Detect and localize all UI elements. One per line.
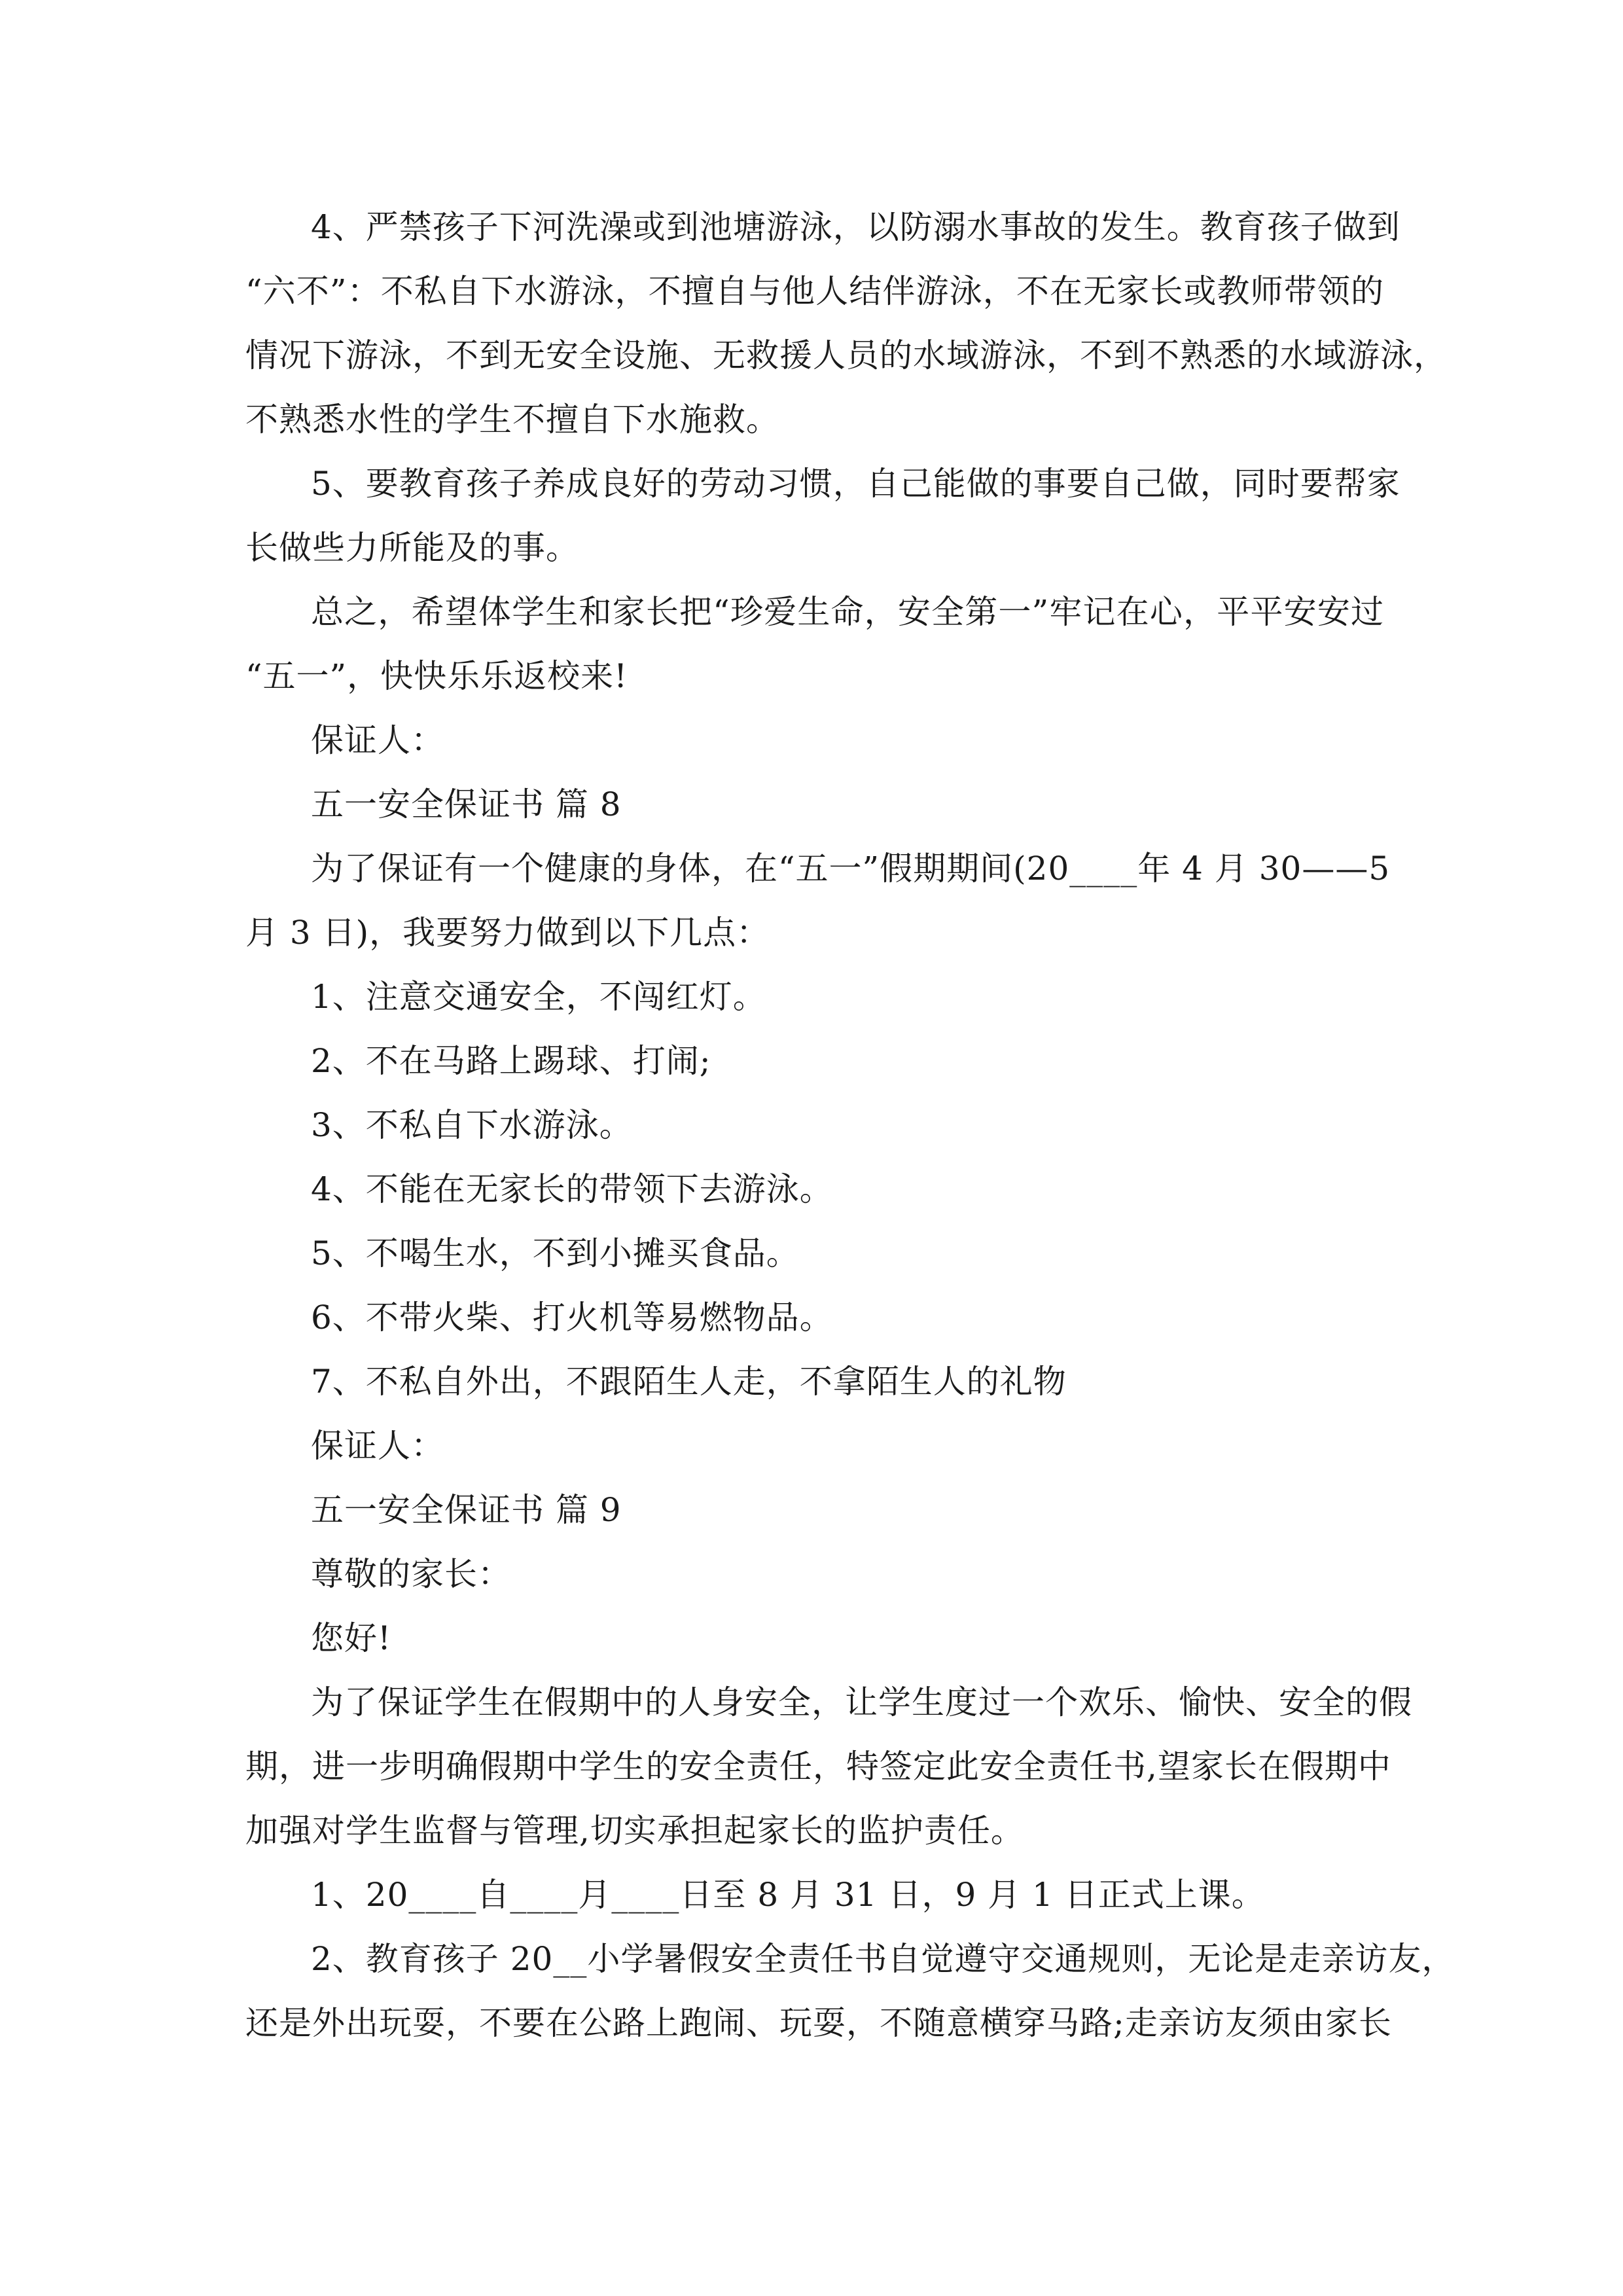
text-line: 1、注意交通安全，不闯红灯。 [311,978,766,1016]
text-line: 五一安全保证书 篇 8 [311,785,622,823]
text-line: 五一安全保证书 篇 9 [311,1491,622,1529]
document-body [245,195,1455,2055]
text-line: 5、要教育孩子养成良好的劳动习惯，自己能做的事要自己做，同时要帮家 [311,465,1400,503]
text-line: 4、不能在无家长的带领下去游泳。 [311,1170,833,1208]
text-line: 保证人： [311,1427,444,1465]
text-line: 长做些力所能及的事。 [245,529,579,567]
text-line: 5、不喝生水，不到小摊买食品。 [311,1234,800,1272]
text-line: 月 3 日)，我要努力做到以下几点： [245,914,770,952]
text-line: 为了保证学生在假期中的人身安全，让学生度过一个欢乐、愉快、安全的假 [311,1683,1412,1721]
text-line: “六不”：不私自下水游泳，不擅自与他人结伴游泳，不在无家长或教师带领的 [245,272,1384,310]
text-line: 7、不私自外出，不跟陌生人走，不拿陌生人的礼物 [311,1363,1067,1401]
text-line: 不熟悉水性的学生不擅自下水施救。 [245,401,779,439]
text-line: 总之，希望体学生和家长把“珍爱生命，安全第一”牢记在心，平平安安过 [311,593,1384,631]
text-line: 情况下游泳，不到无安全设施、无救援人员的水域游泳，不到不熟悉的水域游泳， [245,336,1447,374]
text-line: 为了保证有一个健康的身体，在“五一”假期期间(20____年 4 月 30——5 [311,850,1391,888]
text-line: 还是外出玩耍，不要在公路上跑闹、玩耍，不随意横穿马路;走亲访友须由家长 [245,2004,1392,2042]
text-line: 期，进一步明确假期中学生的安全责任，特签定此安全责任书,望家长在假期中 [245,1748,1391,1785]
text-line: 1、20____自____月____日至 8 月 31 日，9 月 1 日正式上课。 [311,1876,1265,1914]
text-line: 3、不私自下水游泳。 [311,1106,633,1144]
text-line: 4、严禁孩子下河洗澡或到池塘游泳，以防溺水事故的发生。教育孩子做到 [311,208,1400,246]
text-line: 加强对学生监督与管理,切实承担起家长的监护责任。 [245,1812,1024,1850]
text-line: 6、不带火柴、打火机等易燃物品。 [311,1299,833,1336]
text-line: 保证人： [311,721,444,759]
text-line: 2、教育孩子 20__小学暑假安全责任书自觉遵守交通规则，无论是走亲访友， [311,1940,1455,1978]
text-line: 您好! [311,1619,392,1657]
text-line: 尊敬的家长： [311,1555,511,1593]
text-line: 2、不在马路上踢球、打闹; [311,1042,711,1080]
text-line: “五一”，快快乐乐返校来! [245,657,628,695]
